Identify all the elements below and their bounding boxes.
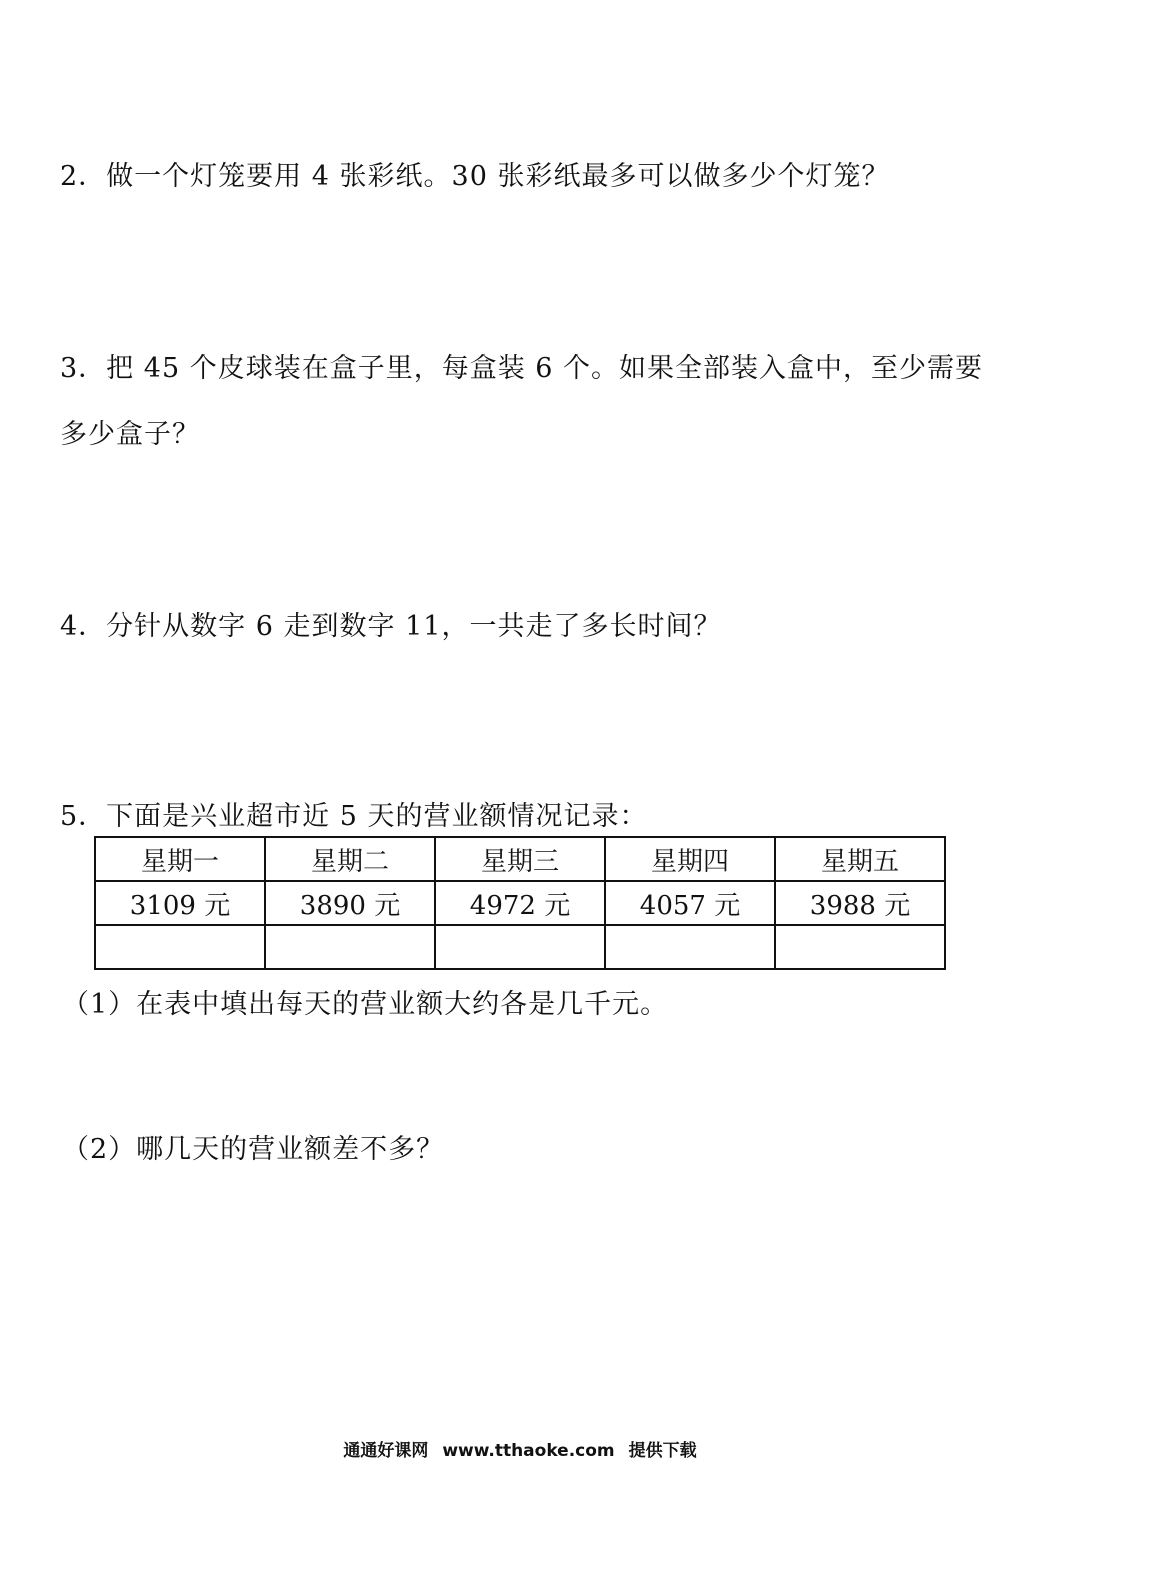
footer-suffix: 提供下载 (628, 1441, 697, 1461)
sales-table (94, 836, 946, 970)
value-cell-monday: 3109 元 (95, 881, 265, 925)
header-cell-thursday: 星期四 (605, 837, 775, 881)
blank-cell-wednesday[interactable] (435, 925, 605, 969)
question-3-line-1: 3．把 45 个皮球装在盒子里，每盒装 6 个。如果全部装入盒中，至少需要 (60, 353, 984, 384)
page-footer (0, 1440, 1040, 1462)
table-header-row (95, 837, 945, 881)
footer-site-name: 通通好课网 (343, 1441, 429, 1461)
header-cell-friday: 星期五 (775, 837, 945, 881)
header-cell-monday: 星期一 (95, 837, 265, 881)
value-cell-thursday: 4057 元 (605, 881, 775, 925)
blank-cell-monday[interactable] (95, 925, 265, 969)
blank-cell-thursday[interactable] (605, 925, 775, 969)
question-5: 5．下面是兴业超市近 5 天的营业额情况记录： (60, 801, 648, 832)
question-4: 4．分针从数字 6 走到数字 11，一共走了多长时间？ (60, 611, 722, 642)
question-3-line-2: 多少盒子？ (60, 419, 200, 450)
value-cell-wednesday: 4972 元 (435, 881, 605, 925)
value-cell-tuesday: 3890 元 (265, 881, 435, 925)
subquestion-2: （2）哪几天的营业额差不多？ (62, 1134, 445, 1165)
header-cell-wednesday: 星期三 (435, 837, 605, 881)
value-cell-friday: 3988 元 (775, 881, 945, 925)
table-row-blank (95, 925, 945, 969)
table-row-values (95, 881, 945, 925)
blank-cell-tuesday[interactable] (265, 925, 435, 969)
footer-url: www.tthaoke.com (442, 1441, 615, 1461)
blank-cell-friday[interactable] (775, 925, 945, 969)
header-cell-tuesday: 星期二 (265, 837, 435, 881)
subquestion-1: （1）在表中填出每天的营业额大约各是几千元。 (62, 989, 669, 1020)
question-2: 2．做一个灯笼要用 4 张彩纸。30 张彩纸最多可以做多少个灯笼？ (60, 161, 890, 192)
